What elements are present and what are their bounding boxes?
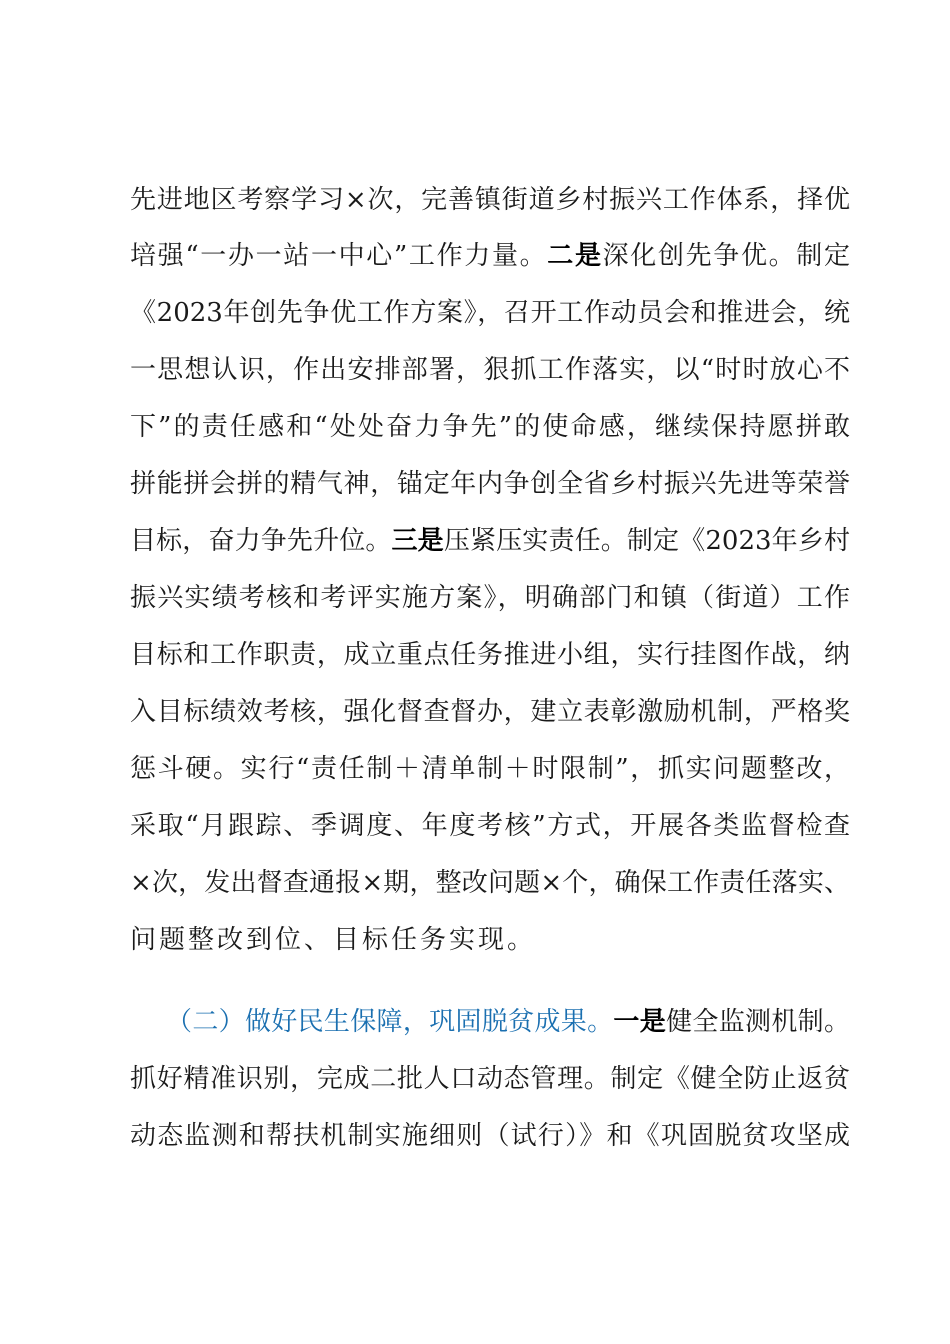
text-line: [130, 407, 850, 447]
text-segment: 目标，奋力争先升位。: [130, 526, 392, 556]
text-segment: 动态监测和帮扶机制实施细则（试行）》和《巩固脱贫攻坚成: [130, 1121, 850, 1151]
text-segment: 深化创先争优。制定: [602, 241, 850, 271]
text-segment: 健全监测机制。: [666, 1007, 850, 1037]
text-line: [130, 692, 850, 732]
text-line: [130, 464, 850, 504]
text-line: [166, 1002, 850, 1042]
text-segment: 惩斗硬。实行“责任制＋清单制＋时限制”，抓实问题整改，: [130, 754, 850, 784]
emphasis-text: 二是: [547, 241, 603, 271]
text-segment: 抓好精准识别，完成二批人口动态管理。制定《健全防止返贫: [130, 1064, 850, 1094]
text-line: [130, 236, 850, 276]
text-line: [130, 521, 850, 561]
text-segment: 振兴实绩考核和考评实施方案》，明确部门和镇（街道）工作: [130, 583, 850, 613]
emphasis-text: 三是: [391, 526, 444, 556]
section-heading: （二）做好民生保障，巩固脱贫成果。: [166, 1007, 614, 1037]
text-segment: 问题整改到位、目标任务实现。: [130, 925, 537, 955]
text-line: [130, 863, 850, 903]
text-segment: 下”的责任感和“处处奋力争先”的使命感，继续保持愿拼敢: [130, 412, 850, 442]
emphasis-text: 一是: [613, 1007, 667, 1037]
text-line: [130, 1116, 850, 1156]
text-line: [130, 350, 850, 390]
text-line: [130, 635, 850, 675]
text-line: [130, 749, 850, 789]
text-segment: 培强“一办一站一中心”工作力量。: [130, 241, 548, 271]
text-line: [130, 1059, 850, 1099]
text-line: [130, 920, 850, 960]
text-segment: 目标和工作职责，成立重点任务推进小组，实行挂图作战，纳: [130, 640, 850, 670]
text-segment: 拼能拼会拼的精气神，锚定年内争创全省乡村振兴先进等荣誉: [130, 469, 850, 499]
text-segment: ×次，发出督查通报×期，整改问题×个，确保工作责任落实、: [130, 868, 850, 898]
text-segment: 入目标绩效考核，强化督查督办，建立表彰激励机制，严格奖: [130, 697, 850, 727]
text-line: [130, 293, 850, 333]
text-segment: 一思想认识，作出安排部署，狠抓工作落实，以“时时放心不: [130, 355, 850, 385]
text-segment: 采取“月跟踪、季调度、年度考核”方式，开展各类监督检查: [130, 811, 850, 841]
text-line: [130, 806, 850, 846]
text-segment: 《2023年创先争优工作方案》，召开工作动员会和推进会，统: [130, 298, 850, 328]
text-segment: 压紧压实责任。制定《2023年乡村: [443, 526, 850, 556]
text-line: [130, 180, 850, 220]
text-line: [130, 578, 850, 618]
text-segment: 先进地区考察学习×次，完善镇街道乡村振兴工作体系，择优: [130, 185, 850, 215]
